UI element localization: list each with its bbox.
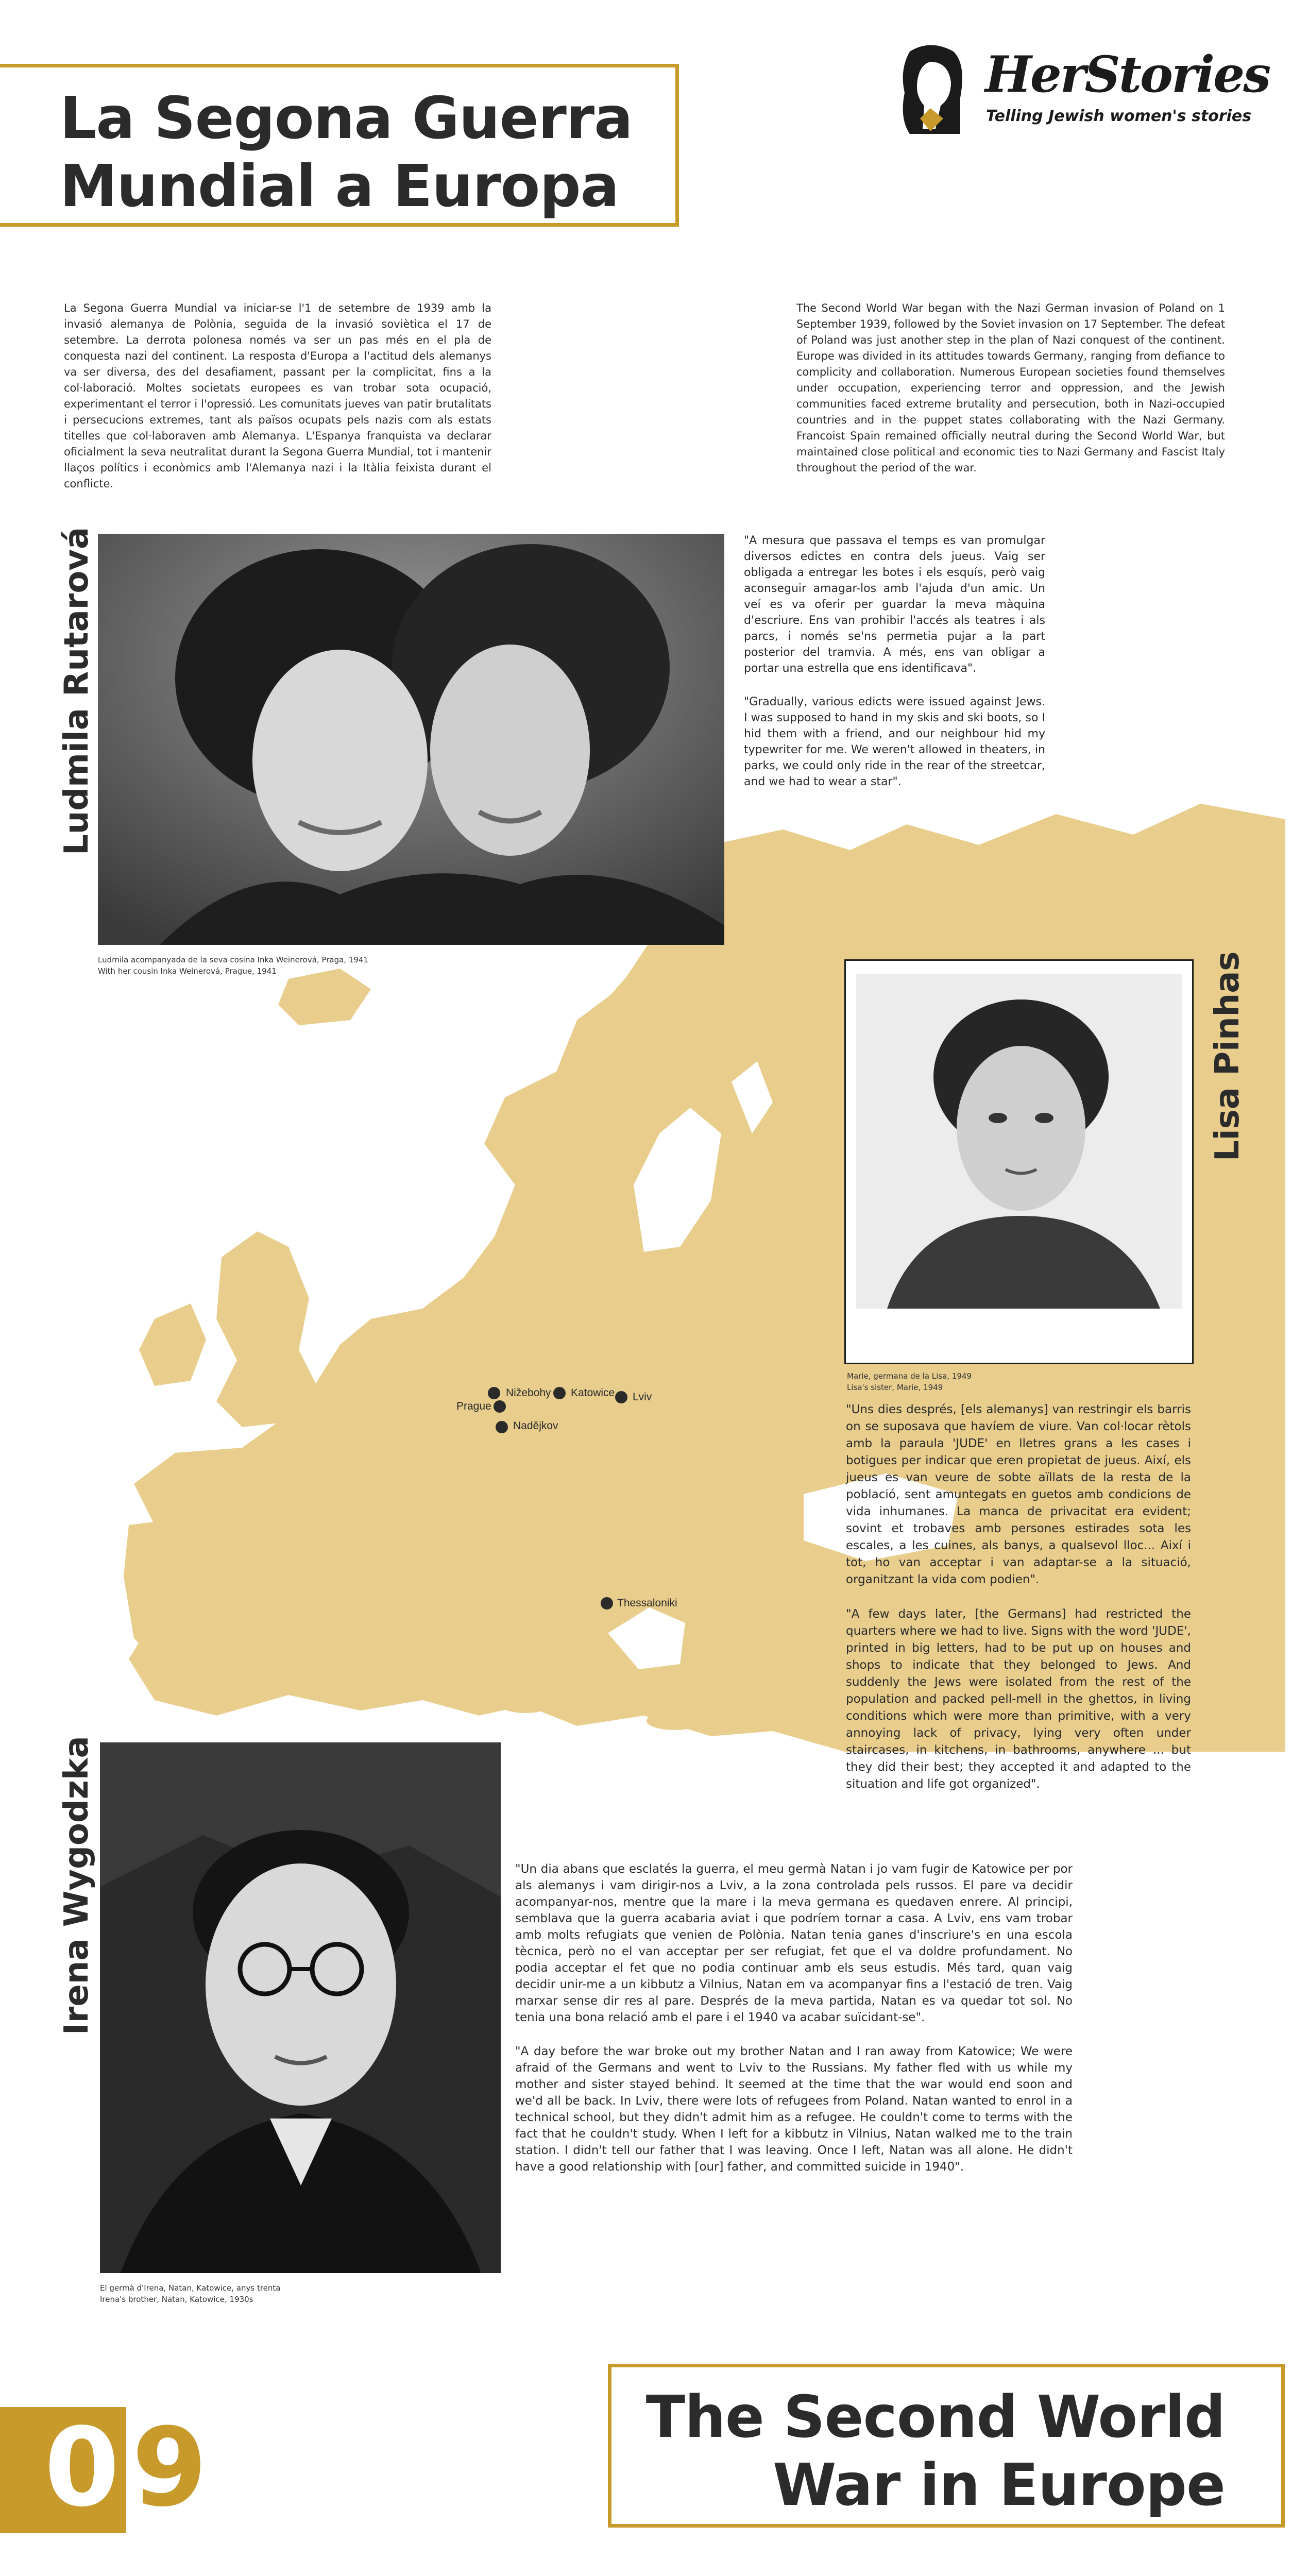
page-title-catalan [60,84,652,221]
title-english-line2: War in Europe [772,2452,1225,2519]
logo-icon [899,41,966,139]
caption-lisa-ca: Marie, germana de la Lisa, 1949 [847,1371,972,1381]
title-catalan-line2: Mundial a Europa [60,153,619,220]
city-label-katowice: Katowice [571,1387,615,1399]
city-label-lviv: Lviv [633,1391,652,1403]
city-dot-lviv [615,1391,627,1403]
city-dot-katowice [553,1387,566,1399]
caption-ludmila [98,954,613,977]
page-number-digit-1: 0 [44,2404,120,2531]
quote-lisa-en: "A few days later, [the Germans] had restricted the quarters where we had to live. Signs with the word 'JUDE', printed in big letters, had to be put up on houses and shops to indicate that they belonged to Jews. And suddenly the Jews were isolated from the rest of the population and packed pell-mell in the ghettos, in living conditions which were more than primitive, with a very annoying lack of privacy, lying very often under staircases, in kitchens, in bathrooms, anywhere ... but they did their best; they accepted it and adapted to the situation and life got organized". [846,1607,1191,1791]
name-irena: Irena Wygodzka [58,1736,96,2035]
herstories-logo [899,41,1270,139]
quote-ludmila-ca: "A mesura que passava el temps es van promulgar diversos edictes en contra dels jueus. Vaig ser obligada a entregar les botes i els esquís, però vaig aconseguir amagar-los amb l'ajuda d'un amic. Un veí es va oferir per guardar la meva màquina d'escriure. Ens van prohibir l'accés als teatres i als parcs, i només se'ns permetia pujar a la part posterior del tramvia. A més, ens van obligar a portar una estrella que ens identificava". [744,534,1045,675]
caption-irena-ca: El germà d'Irena, Natan, Katowice, anys trenta [100,2283,281,2293]
caption-ludmila-ca: Ludmila acompanyada de la seva cosina Inka Weinerová, Praga, 1941 [98,955,369,964]
city-label-nadejkov: Nadějkov [513,1420,558,1432]
caption-ludmila-en: With her cousin Inka Weinerová, Prague, 1941 [98,967,277,976]
quote-irena [515,1861,1073,2175]
city-label-thessaloniki: Thessaloniki [617,1597,677,1609]
photo-ludmila-and-inka [98,534,724,945]
quote-lisa [846,1401,1191,1793]
city-dot-thessaloniki [601,1597,613,1609]
city-dot-prague [494,1400,506,1413]
quote-lisa-ca: "Uns dies després, [els alemanys] van restringir els barris on se suposava que havíem de viure. Van col·locar rètols amb la paraula 'JUDE' en lletres grans a les cases i botigues per indicar que eren propietat de jueus. Així, els jueus es van veure de sobte aïllats de la resta de la població, sent amuntegats en guetos amb condicions de vida inhumanes. La manca de privacitat era evident; sovint et trobaves amb persones estirades sota les escales, a les cuines, als banys, a qualsevol lloc... Així i tot, ho van acceptar i van adaptar-se a la situació, organitzant la vida com podien". [846,1403,1191,1586]
page-title-english [618,2383,1225,2519]
city-label-prague: Prague [456,1400,491,1412]
photo-natan [100,1742,501,2273]
title-catalan-line1: La Segona Guerra [60,85,633,152]
name-lisa: Lisa Pinhas [1209,951,1247,1161]
caption-irena-en: Irena's brother, Natan, Katowice, 1930s [100,2295,253,2304]
quote-ludmila-en: "Gradually, various edicts were issued against Jews. I was supposed to hand in my skis and ski boots, so I hid them with a friend, and our neighbour hid my typewriter for me. We weren't allowed in theaters, in parks, we could only ride in the rear of the streetcar, and we had to wear a star". [744,696,1045,788]
photo-marie [856,974,1182,1309]
caption-lisa-en: Lisa's sister, Marie, 1949 [847,1383,943,1392]
logo-name: HerStories [985,45,1270,104]
photo-natan-illustration [100,1742,501,2273]
photo-marie-illustration [856,974,1182,1309]
city-label-nizebohy: Nižebohy [506,1387,551,1399]
quote-ludmila [744,533,1045,790]
city-dot-nizebohy [488,1387,500,1399]
name-ludmila: Ludmila Rutarová [58,527,96,855]
intro-catalan: La Segona Guerra Mundial va iniciar-se l'1 de setembre de 1939 amb la invasió alemanya de Polònia, seguida de la invasió soviètica el 17 de setembre. La derrota polonesa només va ser un pas més en el pla de conquesta nazi del continent. La resposta d'Europa a l'actitud dels alemanys va ser diversa, des del desafiament, passant per la complicitat, fins a la col·laboració. Moltes societats europees es van trobar sota ocupació, experimentant el terror i l'opressió. Les comunitats jueves van patir brutalitats i persecucions extremes, tant als països ocupats pels nazis com als estats titelles que col·laboraven amb Alemanya. L'Espanya franquista va declarar oficialment la seva neutralitat durant la Segona Guerra Mundial, tot i mantenir llaços polítics i econòmics amb l'Alemanya nazi i la Itàlia feixista durant el conflicte. [64,302,491,490]
quote-irena-ca: "Un dia abans que esclatés la guerra, el meu germà Natan i jo vam fugir de Katowice per por als alemanys i vam dirigir-nos a Lviv, a la zona controlada pels russos. El pare va decidir acompanyar-nos, mentre que la mare i la meva germana es quedaven enrere. Al principi, semblava que la guerra acabaria aviat i que podríem tornar a casa. A Lviv, ens vam trobar amb molts refugiats que venien de Polònia. Natan tenia ganes d'inscriure's en una escola tècnica, però no el van acceptar per ser refugiat, fet que el va doldre profundament. No podia acceptar el fet que no podia continuar amb els seus estudis. Més tard, quan vaig decidir unir-me a un kibbutz a Vilnius, Natan em va acompanyar fins a l'estació de tren. Vaig marxar sense dir res al pare. Després de la meva partida, Natan es va quedar tot sol. No tenia una bona relació amb el pare i el 1940 va acabar suïcidant-se". [515,1862,1073,2024]
intro-english: The Second World War began with the Nazi German invasion of Poland on 1 September 1939, followed by the Soviet invasion on 17 September. The defeat of Poland was just another step in the plan of Nazi conquest of the continent. Europe was divided in its attitudes towards Germany, ranging from defiance to complicity and collaboration. Numerous European societies found themselves under occupation, experiencing terror and oppression, and the Jewish communities faced extreme brutality and persecution, both in Nazi-occupied countries and in the puppet states collaborating with the Nazi Germany. Francoist Spain remained officially neutral during the Second World War, but maintained close political and economic ties to Nazi Germany and Fascist Italy throughout the period of the war. [796,302,1225,474]
page-number-digit-2: 9 [132,2404,208,2531]
caption-lisa [847,1370,1156,1393]
quote-irena-en: "A day before the war broke out my brother Natan and I ran away from Katowice; We were afraid of the Germans and went to Lviv to the Russians. My father fled with us while my mother and sister stayed behind. It seemed at the time that the war would end soon and we'd all be back. In Lviv, there were lots of refugees from Poland. Natan wanted to enrol in a technical school, but they didn't admit him as a refugee. He couldn't come to terms with the fact that he couldn't study. When I left for a kibbutz in Vilnius, Natan walked me to the train station. I didn't tell our father that I was leaving. Once I left, Natan was all alone. He didn't have a good relationship with [our] father, and committed suicide in 1940". [515,2045,1073,2174]
caption-irena [100,2282,512,2305]
city-dot-nadejkov [496,1421,508,1433]
title-english-line1: The Second World [645,2384,1225,2451]
logo-tagline: Telling Jewish women's stories [986,107,1252,125]
photo-ludmila-illustration [98,534,724,945]
